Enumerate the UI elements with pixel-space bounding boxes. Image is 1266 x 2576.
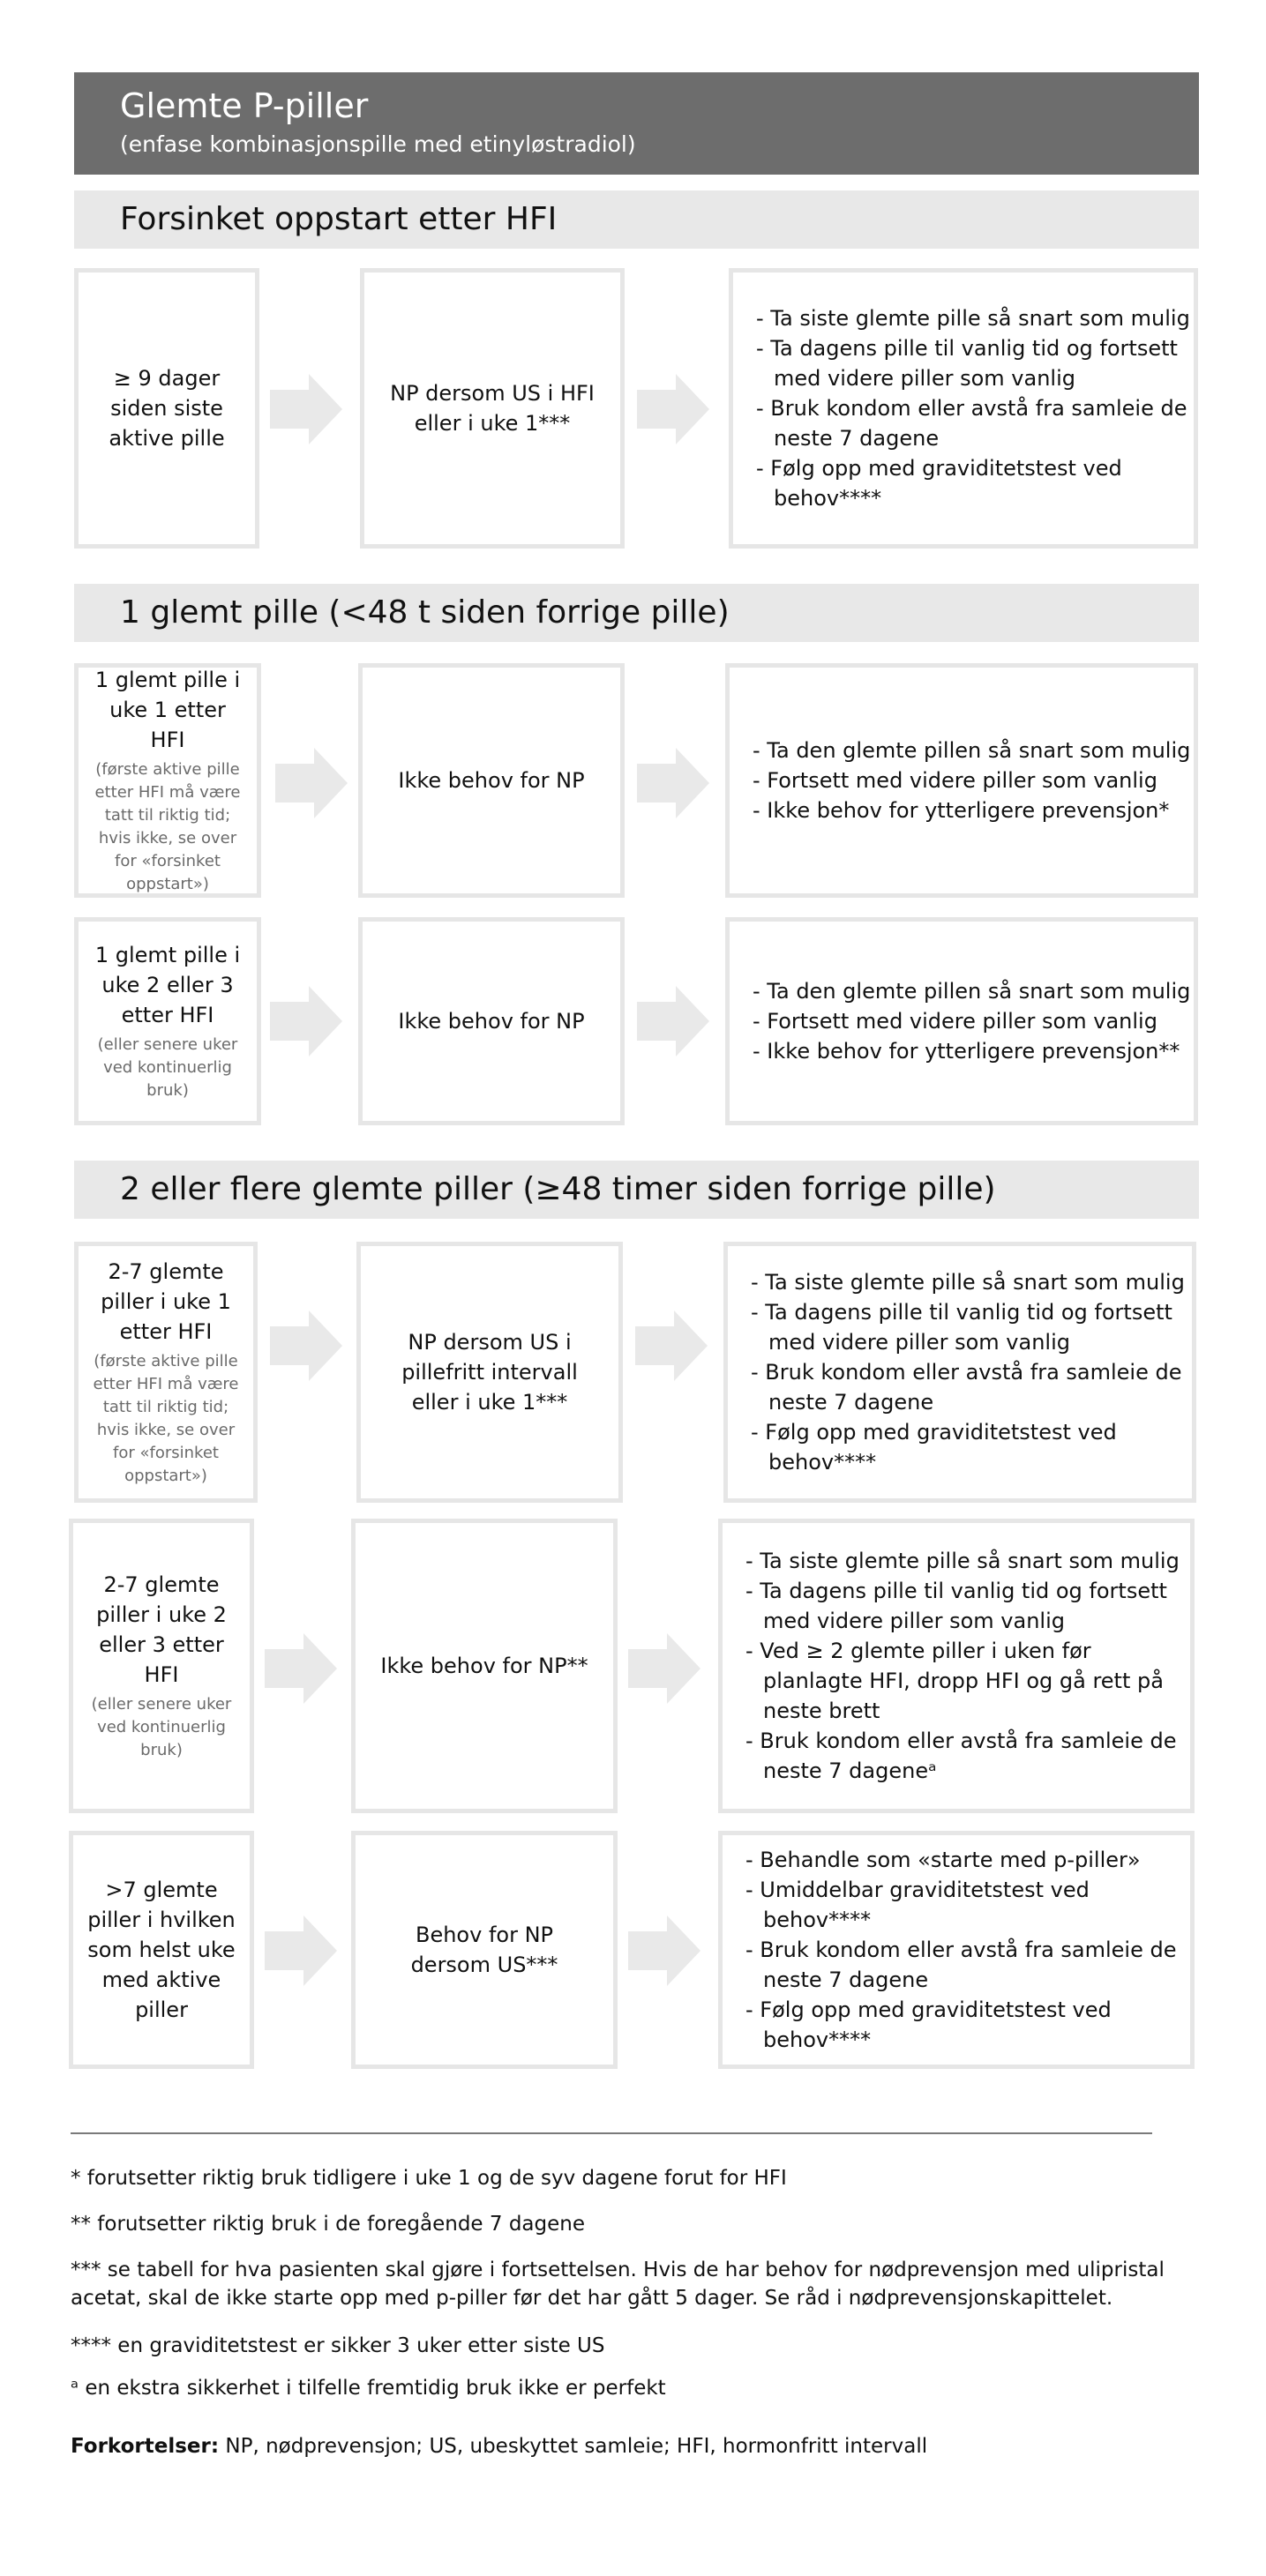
condition-text: 1 glemt pille i uke 1 etter HFI [94, 668, 241, 752]
action-item: - Ved ≥ 2 glemte piller i uken før planlagte HFI, dropp HFI og gå rett på neste brett [745, 1636, 1190, 1726]
page-title: Glemte P-piller [120, 86, 369, 125]
np-text: Behov for NP dersom US*** [410, 1923, 558, 1977]
arrow-icon [275, 748, 348, 818]
action-item: - Følg opp med graviditetstest ved behov**** [751, 1417, 1192, 1477]
arrow-icon [635, 1310, 708, 1381]
arrow-icon [637, 748, 709, 818]
np-box [358, 663, 625, 898]
action-list [733, 303, 1194, 513]
action-item: - Følg opp med graviditetstest ved behov**** [756, 453, 1194, 513]
footnote-divider [71, 2132, 1152, 2134]
section-heading-two-or-more-missed: 2 eller flere glemte piller (≥48 timer siden forrige pille) [74, 1161, 1199, 1219]
action-item: - Ta dagens pille til vanlig tid og fortsett med videre piller som vanlig [751, 1297, 1192, 1357]
page-subtitle: (enfase kombinasjonspille med etinyløstradiol) [120, 131, 636, 157]
condition-text: 2-7 glemte piller i uke 1 etter HFI [101, 1259, 231, 1344]
footnote: *** se tabell for hva pasienten skal gjøre i fortsettelsen. Hvis de har behov for nødprevensjon med ulipristal acetat, skal de ikke starte opp med p-piller før det har gått 5 dager. Se råd i nødprevensjonskapittelet. [71, 2259, 1165, 2310]
action-item: - Ta siste glemte pille så snart som mulig [745, 1546, 1190, 1576]
condition-box [74, 663, 261, 898]
condition-text: ≥ 9 dager siden siste aktive pille [109, 366, 225, 451]
action-item: - Ikke behov for ytterligere prevensjon** [753, 1036, 1194, 1066]
action-list [730, 735, 1194, 825]
np-text: Ikke behov for NP [398, 768, 585, 793]
arrow-icon [270, 986, 342, 1057]
section-heading-one-missed: 1 glemt pille (<48 t siden forrige pille) [74, 584, 1199, 642]
np-box [356, 1242, 623, 1503]
action-item: - Bruk kondom eller avstå fra samleie de neste 7 dagene [751, 1357, 1192, 1417]
arrow-icon [628, 1915, 700, 1986]
actions-box [729, 268, 1198, 549]
action-list [723, 1845, 1190, 2055]
action-item: - Ta dagens pille til vanlig tid og fortsett med videre piller som vanlig [745, 1576, 1190, 1636]
footnote: ᵃ en ekstra sikkerhet i tilfelle fremtidig bruk ikke er perfekt [71, 2377, 666, 2400]
condition-box [74, 917, 261, 1125]
abbreviations-text: NP, nødprevensjon; US, ubeskyttet samleie; HFI, hormonfritt intervall [219, 2435, 928, 2458]
actions-box [718, 1519, 1195, 1813]
arrow-icon [265, 1633, 337, 1704]
arrow-icon [637, 374, 709, 444]
condition-box [69, 1831, 254, 2069]
arrow-icon [270, 374, 342, 444]
condition-box [69, 1519, 254, 1813]
condition-note: (første aktive pille etter HFI må være tatt til riktig tid; hvis ikke, se over for «forsinket oppstart») [93, 1352, 239, 1485]
abbreviations-label: Forkortelser: [71, 2435, 220, 2458]
np-box [351, 1831, 618, 2069]
action-item: - Bruk kondom eller avstå fra samleie de neste 7 dagene [756, 393, 1194, 453]
arrow-icon [628, 1633, 700, 1704]
condition-text: 1 glemt pille i uke 2 eller 3 etter HFI [94, 943, 241, 1027]
action-item: - Fortsett med videre piller som vanlig [753, 1006, 1194, 1036]
action-item: - Umiddelbar graviditetstest ved behov**** [745, 1875, 1190, 1935]
action-item: - Ta siste glemte pille så snart som mulig [751, 1267, 1192, 1297]
np-box [358, 917, 625, 1125]
action-item: - Ta siste glemte pille så snart som mulig [756, 303, 1194, 333]
condition-text: >7 glemte piller i hvilken som helst uke med aktive piller [87, 1878, 236, 2022]
np-text: Ikke behov for NP [398, 1009, 585, 1034]
np-text: NP dersom US i pillefritt intervall eller i uke 1*** [401, 1330, 578, 1415]
condition-note: (eller senere uker ved kontinuerlig bruk) [91, 1695, 232, 1759]
arrow-icon [270, 1310, 342, 1381]
action-item: - Følg opp med graviditetstest ved behov**** [745, 1995, 1190, 2055]
condition-box [74, 268, 259, 549]
arrow-icon [265, 1915, 337, 1986]
actions-box [725, 917, 1198, 1125]
actions-box [725, 663, 1198, 898]
footnote: **** en graviditetstest er sikker 3 uker etter siste US [71, 2334, 605, 2357]
np-box [360, 268, 625, 549]
action-item: - Behandle som «starte med p-piller» [745, 1845, 1190, 1875]
np-box [351, 1519, 618, 1813]
actions-box [723, 1242, 1196, 1503]
condition-note: (første aktive pille etter HFI må være tatt til riktig tid; hvis ikke, se over for «forsinket oppstart») [94, 760, 241, 893]
section-heading-delayed-start: Forsinket oppstart etter HFI [74, 190, 1199, 249]
np-text: NP dersom US i HFI eller i uke 1*** [390, 381, 595, 436]
action-item: - Ta den glemte pillen så snart som mulig [753, 976, 1194, 1006]
action-list [723, 1546, 1190, 1786]
action-item: - Ta dagens pille til vanlig tid og fortsett med videre piller som vanlig [756, 333, 1194, 393]
condition-text: 2-7 glemte piller i uke 2 eller 3 etter HFI [96, 1572, 227, 1687]
action-item: - Ikke behov for ytterligere prevensjon* [753, 795, 1194, 825]
action-list [730, 976, 1194, 1066]
arrow-icon [637, 986, 709, 1057]
condition-box [74, 1242, 258, 1503]
actions-box [718, 1831, 1195, 2069]
footnote: ** forutsetter riktig bruk i de foregående 7 dagene [71, 2213, 585, 2236]
action-list [728, 1267, 1192, 1477]
np-text: Ikke behov for NP** [380, 1654, 588, 1678]
action-item: - Bruk kondom eller avstå fra samleie de neste 7 dageneᵃ [745, 1726, 1190, 1786]
footnote: * forutsetter riktig bruk tidligere i uke 1 og de syv dagene forut for HFI [71, 2167, 787, 2190]
action-item: - Ta den glemte pillen så snart som mulig [753, 735, 1194, 765]
abbreviations [71, 2432, 1182, 2460]
title-banner [74, 72, 1199, 175]
action-item: - Bruk kondom eller avstå fra samleie de neste 7 dagene [745, 1935, 1190, 1995]
condition-note: (eller senere uker ved kontinuerlig bruk) [97, 1035, 238, 1100]
action-item: - Fortsett med videre piller som vanlig [753, 765, 1194, 795]
